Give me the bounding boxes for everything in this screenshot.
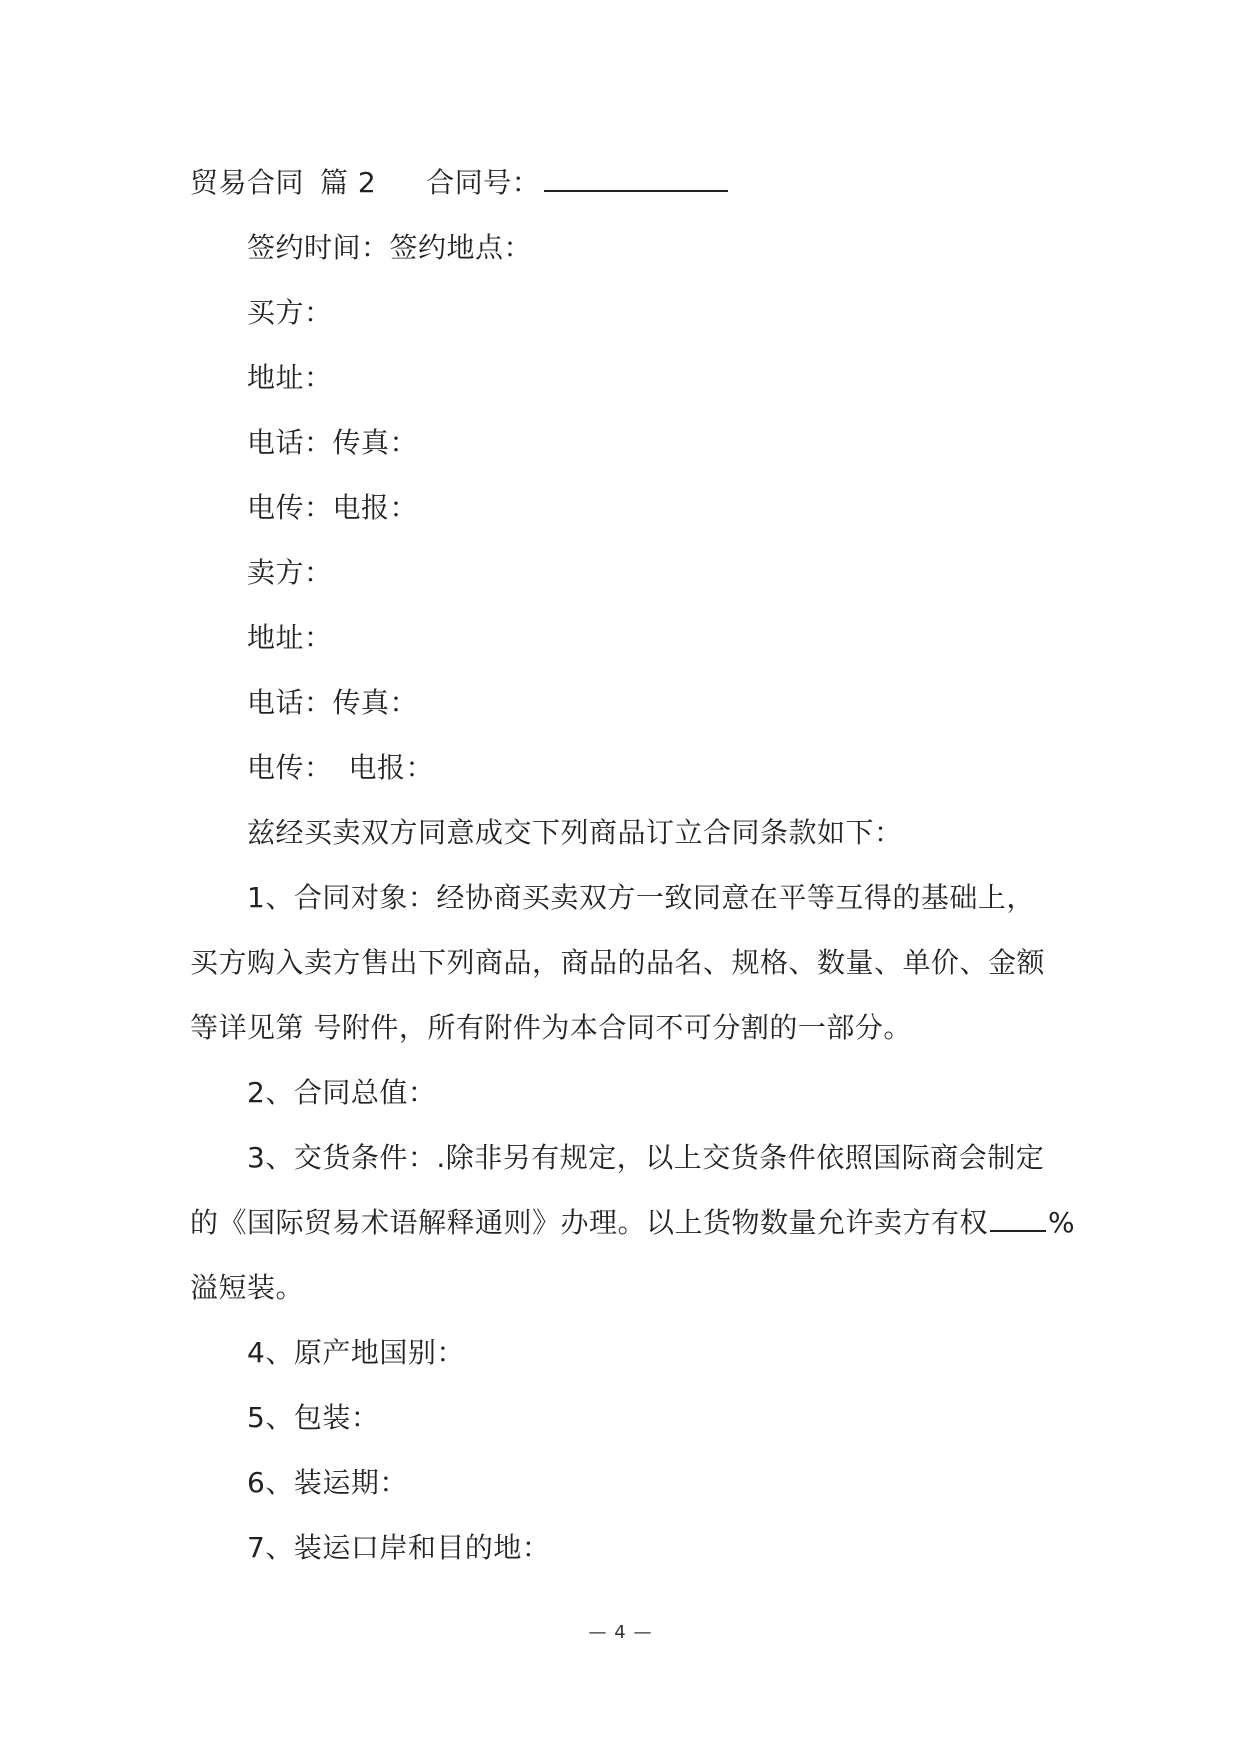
- clause-1: [190, 865, 1050, 1060]
- seller-phone-fax-field: 电话：传真：: [247, 686, 419, 719]
- seller-field: 卖方：: [247, 556, 333, 589]
- buyer-address-field: 地址：: [247, 361, 333, 394]
- sign-time-place-field: 签约时间：签约地点：: [247, 231, 533, 264]
- contract-no-blank: [544, 160, 728, 192]
- clause-1-line-1: 1、合同对象：经协商买卖双方一致同意在平等互得的基础上，: [247, 881, 1035, 914]
- document-body: [190, 150, 1076, 1580]
- clause-4: 4、原产地国别：: [247, 1336, 465, 1369]
- clause-3-line-2-text: 的《国际贸易术语解释通则》办理。以上货物数量允许卖方有权: [190, 1206, 989, 1239]
- clause-6: 6、装运期：: [247, 1466, 408, 1499]
- clause-1-line-3: 等详见第 号附件，所有附件为本合同不可分割的一部分。: [190, 1011, 912, 1044]
- clause-3: [190, 1125, 1076, 1320]
- clause-5: 5、包装：: [247, 1401, 380, 1434]
- intro-paragraph: 兹经买卖双方同意成交下列商品订立合同条款如下：: [247, 816, 903, 849]
- contract-no-label: 合同号：: [426, 166, 541, 199]
- clause-2: 2、合同总值：: [247, 1076, 437, 1109]
- clause-3-line-2: [190, 1190, 1076, 1255]
- overload-percent-blank: [990, 1200, 1046, 1232]
- clause-7: 7、装运口岸和目的地：: [247, 1531, 551, 1564]
- clause-1-line-2: 买方购入卖方售出下列商品，商品的品名、规格、数量、单价、金额: [190, 946, 1046, 979]
- buyer-phone-fax-field: 电话：传真：: [247, 426, 419, 459]
- clause-3-line-3: 溢短装。: [190, 1271, 305, 1304]
- buyer-telex-cable-field: 电传：电报：: [247, 491, 419, 524]
- page-number: — 4 —: [588, 1622, 653, 1643]
- seller-telex-label: 电传：: [247, 751, 333, 784]
- document-heading: [190, 150, 1050, 215]
- seller-telex-cable-field: [190, 735, 1050, 800]
- seller-cable-label: 电报：: [348, 751, 435, 784]
- buyer-field: 买方：: [247, 296, 333, 329]
- document-part: 篇 2: [320, 166, 377, 199]
- document-title: 贸易合同: [190, 166, 305, 199]
- seller-address-field: 地址：: [247, 621, 333, 654]
- clause-3-line-1: 3、交货条件：.除非另有规定，以上交货条件依照国际商会制定: [247, 1141, 1045, 1174]
- percent-sign: %: [1048, 1206, 1076, 1239]
